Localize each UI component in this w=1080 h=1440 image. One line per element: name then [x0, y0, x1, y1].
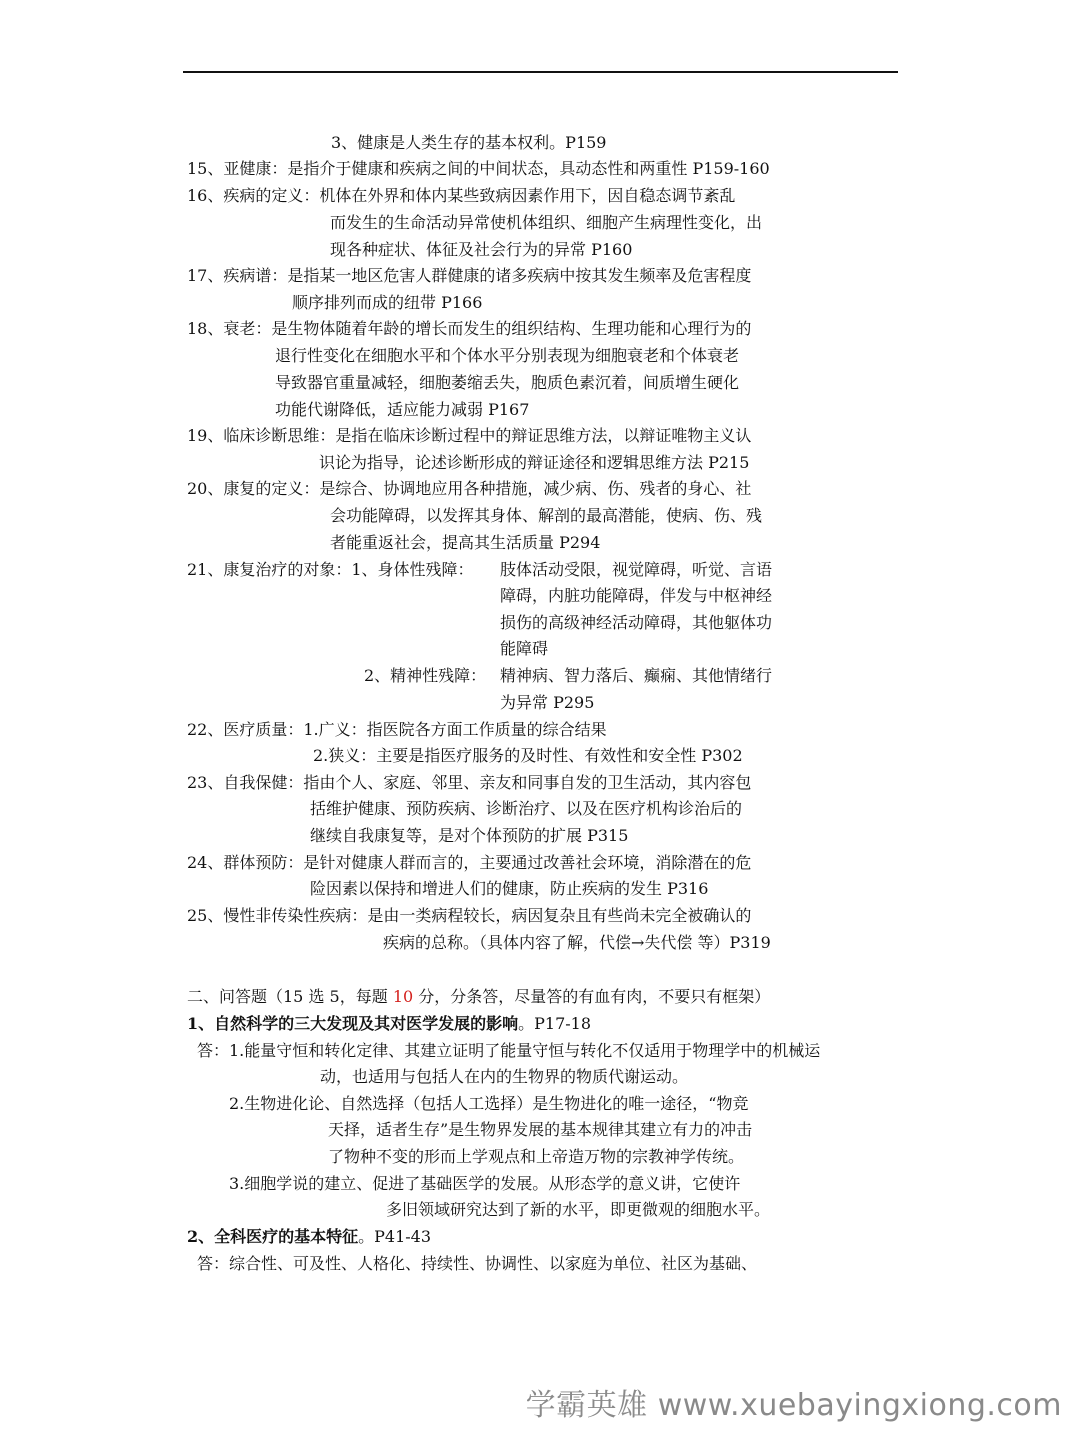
text-line: 导致器官重量减轻，细胞萎缩丢失，胞质色素沉着，间质增生硬化 — [275, 373, 740, 392]
text-line: 17、疾病谱：是指某一地区危害人群健康的诸多疾病中按其发生频率及危害程度 — [187, 266, 752, 285]
text-line: 险因素以保持和增进人们的健康，防止疾病的发生 P316 — [310, 879, 709, 898]
text-line: 者能重返社会，提高其生活质量 P294 — [330, 533, 601, 552]
text-line: 退行性变化在细胞水平和个体水平分别表现为细胞衰老和个体衰老 — [275, 346, 740, 365]
text-line: 继续自我康复等，是对个体预防的扩展 P315 — [310, 826, 629, 845]
text-line: 会功能障碍，以发挥其身体、解剖的最高潜能，使病、伤、残 — [330, 506, 763, 525]
text-line: 2、精神性残障： — [364, 666, 487, 685]
watermark: 学霸英雄 www.xuebayingxiong.com — [525, 1388, 1062, 1423]
text-line: 而发生的生命活动异常使机体组织、细胞产生病理性变化，出 — [330, 213, 763, 232]
text-line: 肢体活动受限，视觉障碍，听觉、言语 — [500, 560, 773, 579]
question-title: 2、全科医疗的基本特征。P41-43 — [187, 1227, 432, 1246]
text-line: 19、临床诊断思维：是指在临床诊断过程中的辩证思维方法，以辩证唯物主义认 — [187, 426, 752, 445]
text-line: 21、康复治疗的对象：1、身体性残障： — [187, 560, 474, 579]
text-line: 15、亚健康：是指介于健康和疾病之间的中间状态，具动态性和两重性 P159-160 — [187, 159, 770, 178]
text-line: 括维护健康、预防疾病、诊断治疗、以及在医疗机构诊治后的 — [310, 799, 743, 818]
text-line: 为异常 P295 — [500, 693, 595, 712]
answer-line: 3.细胞学说的建立、促进了基础医学的发展。从形态学的意义讲，它使许 — [229, 1174, 741, 1193]
text-line: 顺序排列而成的纽带 P166 — [292, 293, 483, 312]
text-line: 2.狭义：主要是指医疗服务的及时性、有效性和安全性 P302 — [313, 746, 743, 765]
text-line: 能障碍 — [500, 639, 549, 658]
text-line: 精神病、智力落后、癫痫、其他情绪行 — [500, 666, 773, 685]
section-heading: 二、问答题（15 选 5，每题 10 分，分条答，尽量答的有血有肉，不要只有框架） — [187, 987, 771, 1006]
text-line: 20、康复的定义：是综合、协调地应用各种措施，减少病、伤、残者的身心、社 — [187, 479, 752, 498]
text-line: 25、慢性非传染性疾病：是由一类病程较长，病因复杂且有些尚未完全被确认的 — [187, 906, 752, 925]
answer-line: 2.生物进化论、自然选择（包括人工选择）是生物进化的唯一途径，“物竞 — [229, 1094, 749, 1113]
text-line: 功能代谢降低，适应能力减弱 P167 — [275, 400, 530, 419]
text-line: 3、健康是人类生存的基本权利。P159 — [331, 133, 607, 152]
text-line: 24、群体预防：是针对健康人群而言的，主要通过改善社会环境，消除潜在的危 — [187, 853, 752, 872]
score-highlight: 10 — [392, 987, 414, 1006]
answer-line: 了物种不变的形而上学观点和上帝造万物的宗教神学传统。 — [328, 1147, 745, 1166]
text-line: 疾病的总称。（具体内容了解，代偿→失代偿 等）P319 — [383, 933, 771, 952]
answer-line: 动，也适用与包括人在内的生物界的物质代谢运动。 — [320, 1067, 689, 1086]
answer-line: 答：1.能量守恒和转化定律、其建立证明了能量守恒与转化不仅适用于物理学中的机械运 — [197, 1041, 821, 1060]
text-line: 16、疾病的定义：机体在外界和体内某些致病因素作用下，因自稳态调节紊乱 — [187, 186, 736, 205]
text-line: 18、衰老：是生物体随着年龄的增长而发生的组织结构、生理功能和心理行为的 — [187, 319, 752, 338]
text-line: 损伤的高级神经活动障碍，其他躯体功 — [500, 613, 773, 632]
text-line: 障碍，内脏功能障碍，伴发与中枢神经 — [500, 586, 773, 605]
answer-line: 答：综合性、可及性、人格化、持续性、协调性、以家庭为单位、社区为基础、 — [197, 1254, 758, 1273]
header-rule — [183, 71, 898, 73]
answer-line: 天择，适者生存”是生物界发展的基本规律其建立有力的冲击 — [328, 1120, 753, 1139]
question-title: 1、自然科学的三大发现及其对医学发展的影响。P17-18 — [187, 1014, 592, 1033]
text-line: 识论为指导，论述诊断形成的辩证途径和逻辑思维方法 P215 — [319, 453, 750, 472]
text-line: 现各种症状、体征及社会行为的异常 P160 — [330, 240, 633, 259]
answer-line: 多旧领域研究达到了新的水平，即更微观的细胞水平。 — [386, 1200, 771, 1219]
text-line: 22、医疗质量：1.广义：指医院各方面工作质量的综合结果 — [187, 720, 607, 739]
text-line: 23、自我保健：指由个人、家庭、邻里、亲友和同事自发的卫生活动，其内容包 — [187, 773, 752, 792]
